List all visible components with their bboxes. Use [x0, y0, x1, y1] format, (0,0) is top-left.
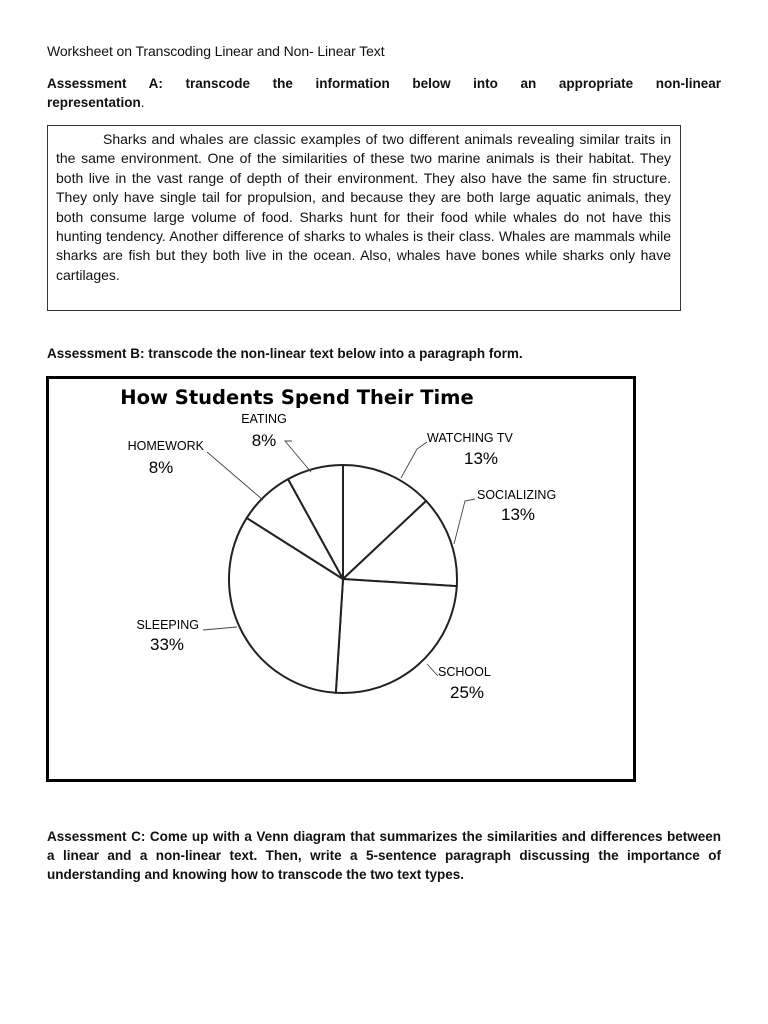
slice-percent-sleeping: 33% — [149, 635, 185, 654]
leader-line-eating — [285, 441, 311, 472]
passage-text: Sharks and whales are classic examples of two different animals revealing similar traits in the same environment. One of the similarities of these two marine animals is their habitat. They both live in the vast range of depth of their environment. They also have the same fin structure. They only have single tail for propulsion, and because they are both large aquatic animals, they both consume large volume of food. Sharks hunt for their food while whales do not have this hunting tendency. Another difference of sharks to whales is their class. Whales are mammals while sharks are fish but they both live in the ocean. Also, whales have bones while sharks only have cartilages. — [56, 131, 671, 283]
assessment-a-heading — [47, 74, 721, 112]
worksheet-title: Worksheet on Transcoding Linear and Non- Linear Text — [47, 43, 385, 59]
slice-label-sleeping: SLEEPING — [136, 618, 199, 632]
leader-line-watching-tv — [401, 442, 427, 478]
chart-title: How Students Spend Their Time — [120, 386, 474, 409]
slice-percent-socializing: 13% — [500, 505, 536, 524]
leader-line-school — [427, 664, 438, 676]
slice-percent-eating: 8% — [251, 431, 277, 450]
pie-chart — [49, 379, 633, 779]
slice-percent-homework: 8% — [148, 458, 174, 477]
slice-label-eating: EATING — [241, 412, 287, 426]
leader-line-sleeping — [203, 627, 237, 630]
passage-box — [47, 125, 681, 311]
slice-label-socializing: SOCIALIZING — [477, 488, 557, 502]
slice-label-school: SCHOOL — [438, 665, 491, 679]
slice-label-watching-tv: WATCHING TV — [427, 431, 513, 445]
leader-line-homework — [207, 452, 263, 500]
assessment-c-heading: Assessment C: Come up with a Venn diagram that summarizes the similarities and differences between a linear and a non-linear text. Then, write a 5-sentence paragraph discussing the importance of understanding and knowing how to transcode the two text types. — [47, 829, 721, 882]
slice-label-homework: HOMEWORK — [127, 439, 204, 453]
slice-percent-school: 25% — [449, 683, 485, 702]
assessment-a-heading-line1: Assessment A: transcode the information below into an appropriate non-linear — [47, 76, 721, 91]
pie-slices — [229, 465, 457, 693]
leader-line-socializing — [454, 499, 475, 544]
assessment-a-heading-period: . — [140, 95, 145, 110]
slice-percent-watching-tv: 13% — [463, 449, 499, 468]
assessment-b-heading: Assessment B: transcode the non-linear text below into a paragraph form. — [47, 346, 523, 361]
assessment-a-heading-line2: representation — [47, 95, 141, 110]
pie-chart-frame — [46, 376, 636, 782]
